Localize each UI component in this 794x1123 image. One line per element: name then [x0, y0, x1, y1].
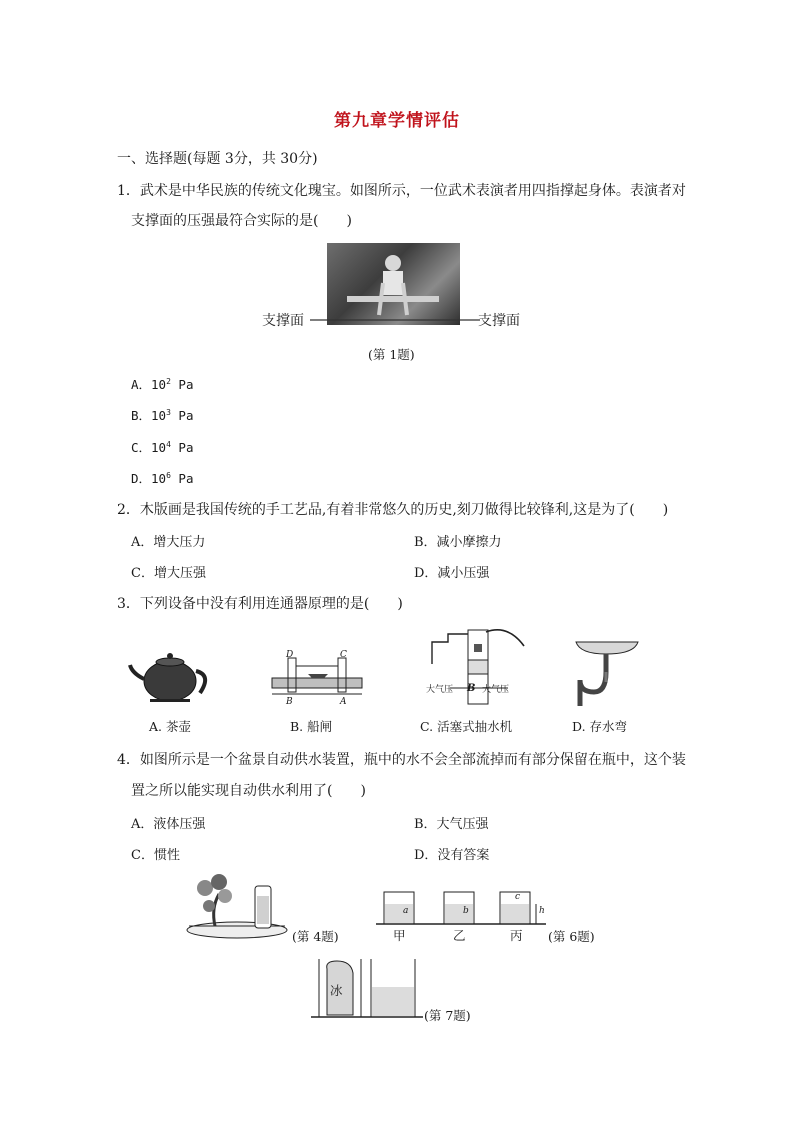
q2-option-d[interactable]: D．减小压强: [414, 566, 490, 581]
q1-martial-arts-photo: [327, 243, 460, 325]
q6-point-b: b: [463, 906, 469, 916]
q6-point-a: a: [403, 906, 409, 916]
q1-option-d-base: D．10: [131, 471, 167, 486]
q2-option-a[interactable]: A．增大压力: [131, 535, 206, 550]
q3-piston-pump-figure: [428, 624, 528, 708]
q4-option-c[interactable]: C．惯性: [131, 848, 180, 863]
q6-beaker-jia: 甲: [393, 928, 406, 943]
section-heading: 一、选择题(每题 3分，共 30分): [117, 151, 318, 167]
q1-caption: (第 1题): [368, 347, 415, 362]
q4-bonsai-figure: [185, 874, 289, 940]
q6-beakers-figure: [376, 884, 546, 930]
q1-option-d-unit: Pa: [170, 471, 194, 486]
q1-text-line1: 1．武术是中华民族的传统文化瑰宝。如图所示，一位武术表演者用四指撑起身体。表演者对: [117, 183, 686, 199]
q1-option-b[interactable]: [131, 406, 193, 424]
q1-option-d[interactable]: [131, 469, 193, 487]
q6-beaker-bing: 丙: [510, 928, 523, 943]
q1-option-a-exp: 2: [166, 376, 171, 386]
q1-option-b-exp: 3: [166, 407, 171, 417]
q1-option-b-unit: Pa: [170, 408, 194, 423]
q3-caption-d: D. 存水弯: [572, 719, 628, 734]
page-title: 第九章学情评估: [334, 111, 460, 131]
q2-option-c[interactable]: C．增大压强: [131, 566, 206, 581]
q1-option-a[interactable]: [131, 375, 193, 393]
q4-option-a[interactable]: A．液体压强: [131, 817, 206, 832]
q1-option-c-exp: 4: [166, 439, 171, 449]
q4-text-line2: 置之所以能实现自动供水利用了( ): [131, 783, 366, 799]
q4-text-line1: 4．如图所示是一个盆景自动供水装置，瓶中的水不会全部流掉而有部分保留在瓶中，这个装: [117, 752, 686, 768]
q3-pump-label-right: 大气压: [482, 685, 510, 695]
q1-option-a-base: A．10: [131, 377, 167, 392]
q1-label-left: 支撑面: [262, 313, 304, 329]
q7-ice-container-figure: [311, 955, 423, 1021]
q1-option-d-exp: 6: [166, 470, 171, 480]
q3-lock-label-a: A: [340, 697, 347, 707]
q2-option-b[interactable]: B．减小摩擦力: [414, 535, 502, 550]
q3-lock-label-b: B: [286, 697, 293, 707]
q3-caption-a: A. 茶壶: [149, 719, 191, 734]
q1-option-b-base: B．10: [131, 408, 167, 423]
q3-pump-label-b: B: [467, 683, 476, 694]
q3-teapot-figure: [128, 645, 212, 705]
q4-caption: (第 4题): [292, 929, 339, 944]
q3-caption-b: B. 船闸: [290, 719, 333, 734]
q1-option-a-unit: Pa: [170, 377, 194, 392]
q1-support-line: [310, 318, 480, 322]
q2-text-line1: 2．木版画是我国传统的手工艺品,有着非常悠久的历史,刻刀做得比较锋利,这是为了( ): [117, 502, 669, 518]
q1-label-right: 支撑面: [478, 313, 520, 329]
q7-caption: (第 7题): [424, 1008, 471, 1023]
q1-option-c-base: C．10: [131, 440, 167, 455]
q3-lock-label-c: C: [340, 650, 347, 660]
q1-text-line2: 支撑面的压强最符合实际的是( ): [131, 213, 352, 229]
q3-lock-label-d: D: [286, 650, 294, 660]
q3-pump-label-left: 大气压: [426, 685, 454, 695]
q6-caption: (第 6题): [548, 929, 595, 944]
q1-option-c[interactable]: [131, 438, 193, 456]
q1-performer-figure: [327, 243, 460, 325]
q6-point-c: c: [515, 892, 521, 902]
q4-option-d[interactable]: D．没有答案: [414, 848, 490, 863]
q7-ice-label: 冰: [330, 983, 343, 998]
q4-option-b[interactable]: B．大气压强: [414, 817, 489, 832]
q3-trap-figure: [566, 642, 646, 706]
q6-height-label: h: [539, 906, 545, 916]
q6-beaker-yi: 乙: [453, 928, 466, 943]
q3-text-line1: 3．下列设备中没有利用连通器原理的是( ): [117, 596, 403, 612]
q1-option-c-unit: Pa: [170, 440, 194, 455]
q3-caption-c: C. 活塞式抽水机: [420, 719, 513, 734]
